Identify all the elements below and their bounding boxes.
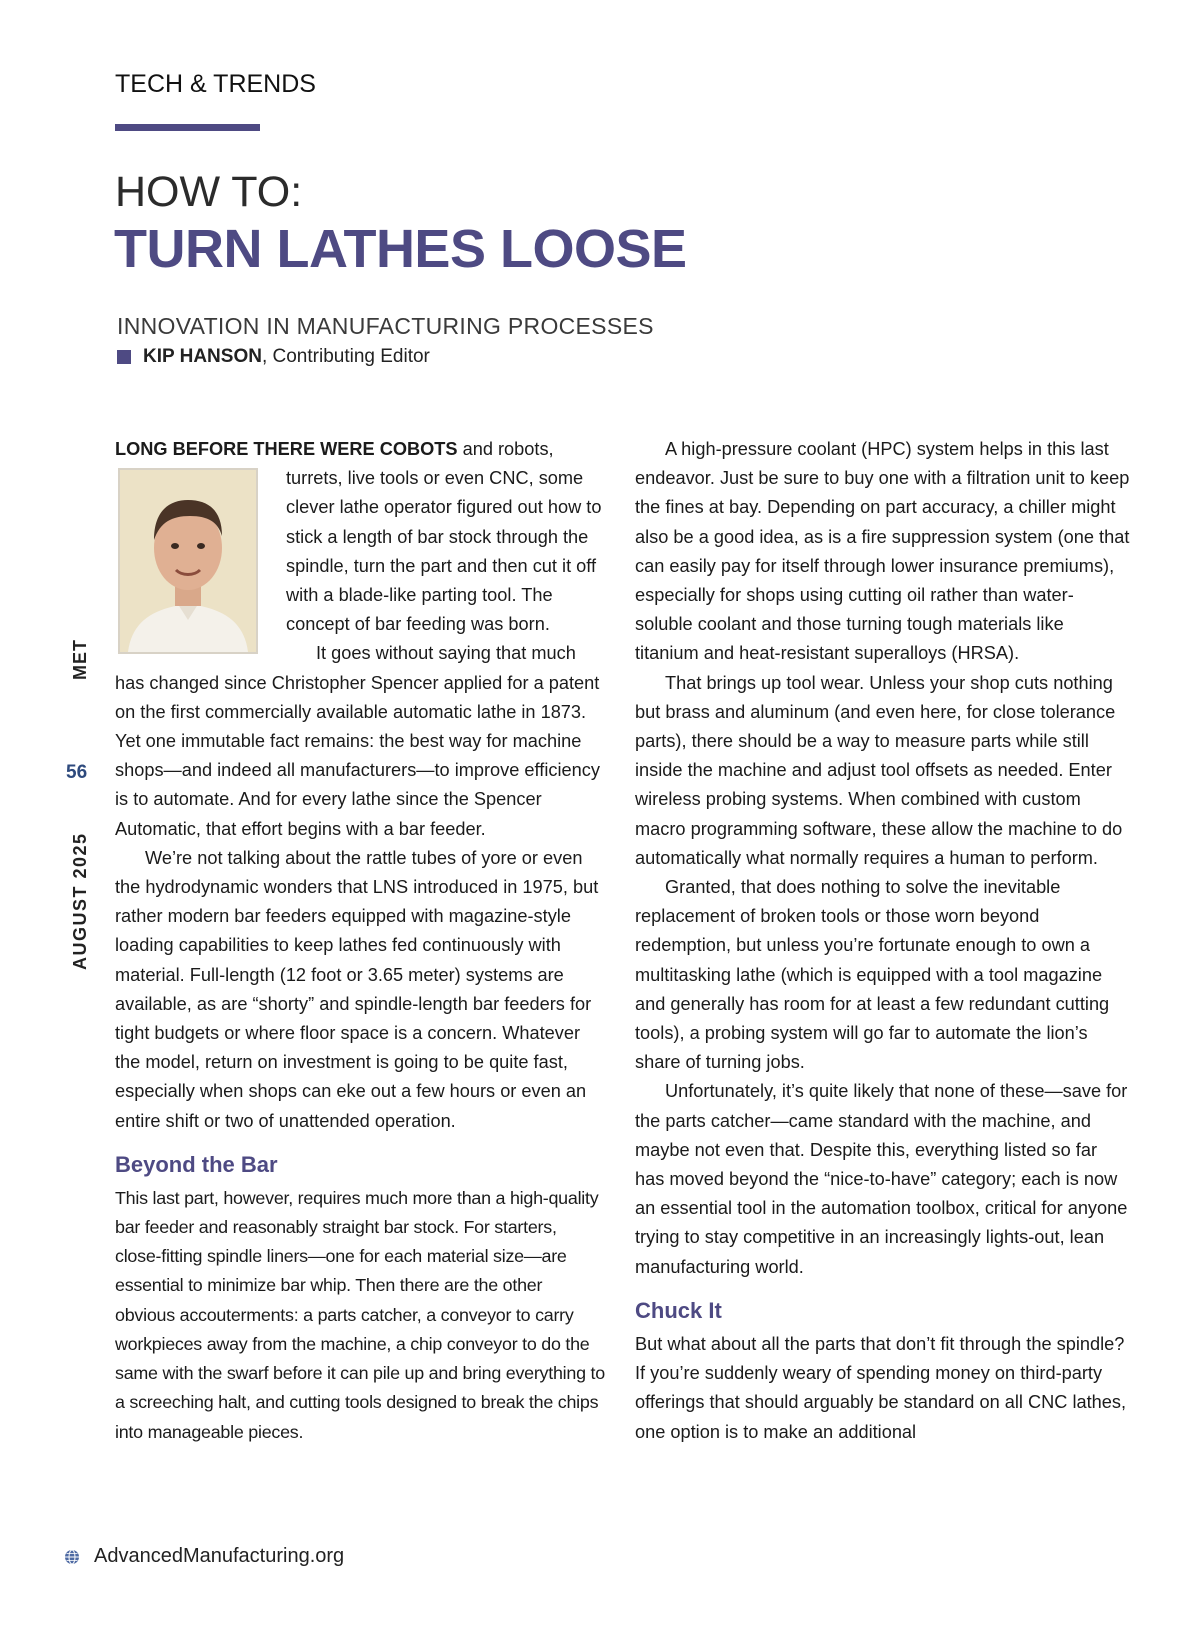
subtitle: INNOVATION IN MANUFACTURING PROCESSES [117, 313, 654, 339]
paragraph-5: A high-pressure coolant (HPC) system helps in this last endeavor. Just be sure to buy one with a filtration unit to keep the fines at bay. Depending on part accuracy, a chiller might also be a good idea, as is a fire suppression system (one that can easily pay for itself through lower insurance premiums), especially for shops using cutting oil rather than water-soluble coolant and those turning tough materials like titanium and heat-resistant superalloys (HRSA). [635, 439, 1130, 664]
publication-label: MET [70, 639, 90, 680]
paragraph-6: That brings up tool wear. Unless your shop cuts nothing but brass and aluminum (and even here, for close tolerance parts), there should be a way to measure parts while still inside the machine and adjust tool offsets as needed. Enter wireless probing systems. When combined with custom macro programming software, these allow the machine to do automatically what normally requires a human to perform. [635, 672, 1123, 868]
article-column-1 [115, 435, 605, 1447]
globe-icon [64, 1549, 80, 1565]
byline [117, 346, 430, 368]
paragraph-4: This last part, however, requires much more than a high-quality bar feeder and reasonably straight bar stock. For starters, close-fitting spindle liners—one for each material size—are essential to minimize bar whip. Then there are the other obvious accouterments: a parts catcher, a conveyor to carry workpieces away from the machine, a chip conveyor to do the same with the swarf before it can pile up and bring everything to a screeching halt, and cutting tools designed to break the chips into manageable pieces. [115, 1187, 605, 1442]
paragraph-7: Granted, that does nothing to solve the inevitable replacement of broken tools or those worn beyond redemption, but unless you’re fortunate enough to own a multitasking lathe (which is equipped with a tool magazine and generally has room for at least a few redundant cutting tools), a probing system will go far to automate the lion’s share of turning jobs. [635, 877, 1110, 1073]
article-column-2 [635, 435, 1130, 1447]
paragraph-9: But what about all the parts that don’t fit through the spindle? If you’re suddenly weary of spending money on third-party offerings that should arguably be standard on all CNC lathes, one option is to make an additional [635, 1333, 1127, 1442]
section-label: TECH & TRENDS [115, 70, 316, 98]
kicker: HOW TO: [115, 168, 303, 216]
paragraph-8: Unfortunately, it’s quite likely that none of these—save for the parts catcher—came standard with the machine, and maybe not even that. Despite this, everything listed so far has moved beyond the “nice-to-have” category; each is now an essential tool in the automation toolbox, critical for anyone trying to stay competitive in an increasingly lights-out, lean manufacturing world. [635, 1081, 1128, 1277]
subhead-beyond-the-bar: Beyond the Bar [115, 1151, 278, 1177]
issue-date: AUGUST 2025 [70, 832, 90, 970]
website-link[interactable]: AdvancedManufacturing.org [94, 1545, 345, 1567]
paragraph-1 [115, 435, 605, 639]
author-name: KIP HANSON [143, 346, 262, 367]
subhead-chuck-it: Chuck It [635, 1297, 722, 1323]
paragraph-3: We’re not talking about the rattle tubes of yore or even the hydrodynamic wonders that LNS introduced in 1975, but rather modern bar feeders equipped with magazine-style loading capabilities to keep lathes fed continuously with material. Full-length (12 foot or 3.65 meter) systems are available, as are “shorty” and spindle-length bar feeders for tight budgets or where floor space is a concern. Whatever the model, return on investment is going to be quite fast, especially when shops can eke out a few hours or even an entire shift or two of unattended operation. [115, 847, 599, 1131]
page-number: 56 [66, 762, 88, 783]
author-portrait-icon [120, 470, 256, 652]
author-role: , Contributing Editor [261, 346, 430, 367]
section-rule [115, 124, 260, 131]
paragraph-2: It goes without saying that much has changed since Christopher Spencer applied for a patent on the first commercially available automatic lathe in 1873. Yet one immutable fact remains: the best way for machine shops—and indeed all manufacturers—to improve efficiency is to automate. And for every lathe since the Spencer Automatic, that effort begins with a bar feeder. [115, 643, 600, 839]
sidebar-folio [28, 0, 90, 1626]
headline: TURN LATHES LOOSE [114, 219, 687, 279]
footer [64, 1545, 344, 1568]
paragraph-1-text: and robots, turrets, live tools or even CNC, some clever lathe operator figured out how to stick a length of bar stock through the spindle, turn the part and then cut it off with a blade-like parting tool. The concept of bar feeding was born. [286, 439, 602, 635]
byline-square-icon [117, 350, 131, 364]
author-photo [118, 468, 258, 654]
lead-in: LONG BEFORE THERE WERE COBOTS [115, 439, 458, 459]
